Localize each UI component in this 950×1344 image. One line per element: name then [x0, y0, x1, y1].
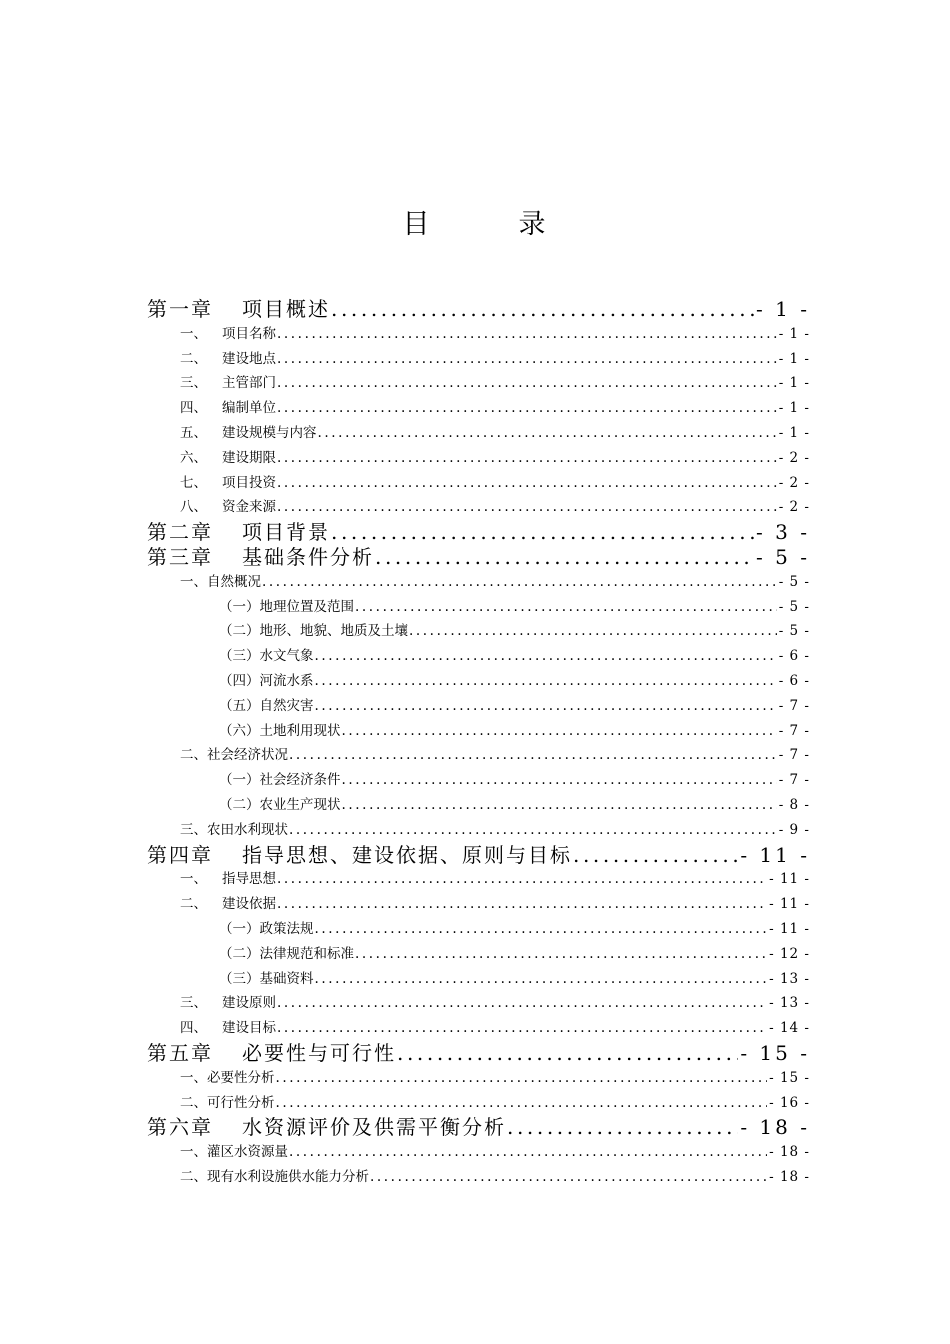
toc-entry-number: 第五章 [147, 1040, 213, 1065]
toc-entry-page-number: - 2 - [778, 474, 810, 491]
toc-entry-number: （一） [219, 920, 260, 937]
toc-entry-label: 河流水系 [259, 672, 314, 689]
toc-entry-number: 一、 [180, 1144, 207, 1161]
toc-entry-label: 编制单位 [222, 400, 276, 417]
toc-entry-number: 第三章 [147, 544, 213, 569]
toc-dot-leader [277, 991, 767, 1016]
toc-section-entry[interactable] [147, 371, 810, 396]
toc-dot-leader [315, 917, 768, 942]
toc-dot-leader [276, 1066, 768, 1091]
toc-dot-leader [277, 347, 777, 372]
toc-entry-label: 社会经济状况 [207, 747, 288, 764]
toc-entry-label: 地形、地貌、地质及土壤 [259, 623, 408, 640]
toc-entry-label: 基础资料 [259, 970, 314, 987]
toc-entry-number: 二、 [180, 1168, 207, 1185]
toc-section-entry[interactable] [147, 471, 810, 496]
toc-entry-number: （二） [219, 945, 260, 962]
toc-dot-leader [289, 1140, 767, 1165]
toc-entry-page-number: - 9 - [778, 821, 810, 838]
toc-dot-leader [277, 371, 777, 396]
toc-section-entry[interactable] [147, 967, 810, 992]
toc-entry-page-number: - 2 - [778, 449, 810, 466]
toc-entry-page-number: - 5 - [778, 598, 810, 615]
toc-dot-leader [318, 421, 777, 446]
toc-entry-label: 主管部门 [222, 375, 276, 392]
toc-dot-leader [277, 495, 777, 520]
toc-dot-leader [315, 967, 768, 992]
toc-entry-page-number: - 1 - [778, 424, 810, 441]
toc-dot-leader [342, 719, 777, 744]
toc-chapter-entry[interactable] [147, 843, 810, 868]
toc-dot-leader [315, 669, 777, 694]
toc-dot-leader [276, 1091, 768, 1116]
toc-dot-leader [277, 322, 777, 347]
toc-dot-leader [573, 843, 738, 868]
toc-entry-number: 第六章 [147, 1115, 213, 1140]
toc-section-entry[interactable] [147, 768, 810, 793]
toc-entry-label: 建设原则 [222, 995, 276, 1012]
toc-dot-leader [277, 396, 777, 421]
toc-entry-label: 建设规模与内容 [222, 424, 317, 441]
toc-section-entry[interactable] [147, 719, 810, 744]
toc-entry-page-number: - 11 - [769, 920, 810, 937]
toc-entry-number: 二、 [180, 896, 207, 913]
toc-entry-label: 农田水利现状 [207, 821, 288, 838]
toc-section-entry[interactable] [147, 1165, 810, 1190]
toc-entry-number: （六） [219, 722, 260, 739]
toc-section-entry[interactable] [147, 991, 810, 1016]
toc-entry-page-number: - 13 - [769, 970, 810, 987]
toc-entry-number: 二、 [180, 1094, 207, 1111]
toc-entry-page-number: - 14 - [769, 1020, 810, 1037]
toc-section-entry[interactable] [147, 743, 810, 768]
toc-entry-label: 现有水利设施供水能力分析 [207, 1168, 369, 1185]
toc-chapter-entry[interactable] [147, 1115, 810, 1140]
toc-entry-label: 建设期限 [222, 449, 276, 466]
toc-entry-number: 一、 [180, 325, 207, 342]
toc-entry-page-number: - 1 - [756, 297, 810, 321]
toc-entry-label: 可行性分析 [207, 1094, 275, 1111]
toc-entry-label: 基础条件分析 [242, 544, 374, 569]
toc-section-entry[interactable] [147, 1091, 810, 1116]
toc-entry-number: 一、 [180, 871, 207, 888]
toc-entry-number: （一） [219, 772, 260, 789]
toc-entry-page-number: - 1 - [778, 350, 810, 367]
toc-entry-number: 第一章 [147, 297, 213, 321]
toc-section-entry[interactable] [147, 892, 810, 917]
toc-section-entry[interactable] [147, 669, 810, 694]
toc-entry-page-number: - 15 - [769, 1069, 810, 1086]
toc-entry-page-number: - 7 - [778, 697, 810, 714]
toc-dot-leader [331, 520, 754, 545]
toc-section-entry[interactable] [147, 619, 810, 644]
toc-dot-leader [331, 297, 754, 322]
toc-section-entry[interactable] [147, 1140, 810, 1165]
toc-entry-number: 一、 [180, 1069, 207, 1086]
toc-entry-page-number: - 5 - [778, 623, 810, 640]
toc-entry-page-number: - 1 - [778, 400, 810, 417]
toc-dot-leader [355, 595, 777, 620]
toc-entry-label: 灌区水资源量 [207, 1144, 288, 1161]
toc-entry-label: 建设依据 [222, 896, 276, 913]
toc-entry-number: 三、 [180, 995, 207, 1012]
toc-entry-page-number: - 18 - [740, 1115, 810, 1140]
toc-section-entry[interactable] [147, 1066, 810, 1091]
toc-dot-leader [397, 1041, 738, 1066]
toc-section-entry[interactable] [147, 942, 810, 967]
toc-section-entry[interactable] [147, 595, 810, 620]
toc-entry-number: （三） [219, 970, 260, 987]
toc-entry-number: 第四章 [147, 842, 213, 867]
toc-entry-page-number: - 1 - [778, 375, 810, 392]
toc-dot-leader [507, 1115, 738, 1140]
toc-entry-label: 项目名称 [222, 325, 276, 342]
toc-entry-number: （二） [219, 796, 260, 813]
toc-entry-number: （一） [219, 598, 260, 615]
toc-entry-number: 第二章 [147, 520, 213, 545]
toc-entry-number: 六、 [180, 449, 207, 466]
toc-entry-label: 社会经济条件 [259, 772, 341, 789]
toc-chapter-entry[interactable] [147, 1041, 810, 1066]
toc-entry-page-number: - 7 - [778, 747, 810, 764]
toc-entry-label: 建设地点 [222, 350, 276, 367]
toc-entry-label: 必要性分析 [207, 1069, 275, 1086]
toc-dot-leader [342, 793, 777, 818]
toc-dot-leader [277, 1016, 767, 1041]
toc-entry-label: 法律规范和标准 [259, 945, 354, 962]
toc-entry-page-number: - 5 - [778, 573, 810, 590]
toc-section-entry[interactable] [147, 421, 810, 446]
toc-entry-number: （四） [219, 672, 260, 689]
toc-dot-leader [409, 619, 777, 644]
toc-chapter-entry[interactable] [147, 520, 810, 545]
toc-entry-number: 二、 [180, 350, 207, 367]
toc-dot-leader [375, 545, 754, 570]
toc-entry-number: 七、 [180, 474, 207, 491]
toc-section-entry[interactable] [147, 446, 810, 471]
toc-dot-leader [277, 446, 777, 471]
toc-section-entry[interactable] [147, 1016, 810, 1041]
toc-section-entry[interactable] [147, 793, 810, 818]
toc-entry-page-number: - 18 - [769, 1144, 810, 1161]
toc-entry-label: 项目投资 [222, 474, 276, 491]
toc-entry-page-number: - 6 - [778, 672, 810, 689]
toc-entry-page-number: - 12 - [769, 945, 810, 962]
toc-entry-page-number: - 18 - [769, 1168, 810, 1185]
toc-entry-page-number: - 7 - [778, 722, 810, 739]
toc-entry-page-number: - 6 - [778, 648, 810, 665]
toc-entry-number: 五、 [180, 424, 207, 441]
toc-entry-page-number: - 15 - [740, 1040, 810, 1065]
toc-entry-page-number: - 3 - [756, 520, 810, 545]
toc-entry-page-number: - 1 - [778, 325, 810, 342]
toc-entry-page-number: - 13 - [769, 995, 810, 1012]
toc-section-entry[interactable] [147, 495, 810, 520]
toc-entry-label: 水资源评价及供需平衡分析 [242, 1115, 506, 1140]
toc-entry-page-number: - 11 - [740, 842, 810, 867]
toc-dot-leader [289, 818, 777, 843]
page-title: 目 录 [402, 209, 548, 240]
toc-entry-number: （五） [219, 697, 260, 714]
toc-entry-number: （三） [219, 648, 260, 665]
toc-entry-label: 资金来源 [222, 499, 276, 516]
toc-entry-page-number: - 5 - [756, 544, 810, 569]
toc-entry-page-number: - 16 - [769, 1094, 810, 1111]
toc-entry-page-number: - 7 - [778, 772, 810, 789]
toc-section-entry[interactable] [147, 818, 810, 843]
toc-entry-number: 三、 [180, 821, 207, 838]
toc-entry-label: 自然概况 [207, 573, 261, 590]
toc-section-entry[interactable] [147, 867, 810, 892]
toc-dot-leader [315, 694, 777, 719]
toc-entry-label: 政策法规 [259, 920, 314, 937]
toc-section-entry[interactable] [147, 917, 810, 942]
toc-section-entry[interactable] [147, 570, 810, 595]
toc-section-entry[interactable] [147, 644, 810, 669]
toc-dot-leader [277, 892, 767, 917]
toc-dot-leader [370, 1165, 767, 1190]
toc-section-entry[interactable] [147, 347, 810, 372]
toc-entry-number: 八、 [180, 499, 207, 516]
toc-entry-page-number: - 11 - [769, 871, 810, 888]
toc-entry-number: 四、 [180, 1020, 207, 1037]
toc-entry-page-number: - 8 - [778, 796, 810, 813]
toc-entry-label: 水文气象 [259, 648, 314, 665]
toc-entry-number: （二） [219, 623, 260, 640]
toc-dot-leader [277, 867, 767, 892]
toc-section-entry[interactable] [147, 322, 810, 347]
toc-entry-page-number: - 2 - [778, 499, 810, 516]
toc-section-entry[interactable] [147, 694, 810, 719]
toc-entry-label: 指导思想 [222, 871, 276, 888]
toc-entry-number: 二、 [180, 747, 207, 764]
toc-dot-leader [277, 471, 777, 496]
toc-entry-label: 农业生产现状 [259, 796, 341, 813]
table-of-contents [147, 297, 810, 1190]
toc-entry-label: 指导思想、建设依据、原则与目标 [242, 842, 572, 867]
toc-dot-leader [289, 743, 777, 768]
toc-entry-label: 自然灾害 [259, 697, 314, 714]
toc-entry-label: 土地利用现状 [259, 722, 341, 739]
toc-entry-label: 建设目标 [222, 1020, 276, 1037]
toc-entry-page-number: - 11 - [769, 896, 810, 913]
toc-section-entry[interactable] [147, 396, 810, 421]
toc-entry-number: 三、 [180, 375, 207, 392]
toc-entry-number: 四、 [180, 400, 207, 417]
toc-entry-label: 地理位置及范围 [259, 598, 354, 615]
toc-entry-number: 一、 [180, 573, 207, 590]
toc-dot-leader [342, 768, 777, 793]
toc-chapter-entry[interactable] [147, 297, 810, 322]
toc-dot-leader [262, 570, 777, 595]
toc-entry-label: 项目背景 [242, 520, 330, 545]
toc-dot-leader [315, 644, 777, 669]
toc-entry-label: 项目概述 [242, 297, 330, 321]
toc-chapter-entry[interactable] [147, 545, 810, 570]
toc-dot-leader [355, 942, 767, 967]
toc-entry-label: 必要性与可行性 [242, 1040, 396, 1065]
